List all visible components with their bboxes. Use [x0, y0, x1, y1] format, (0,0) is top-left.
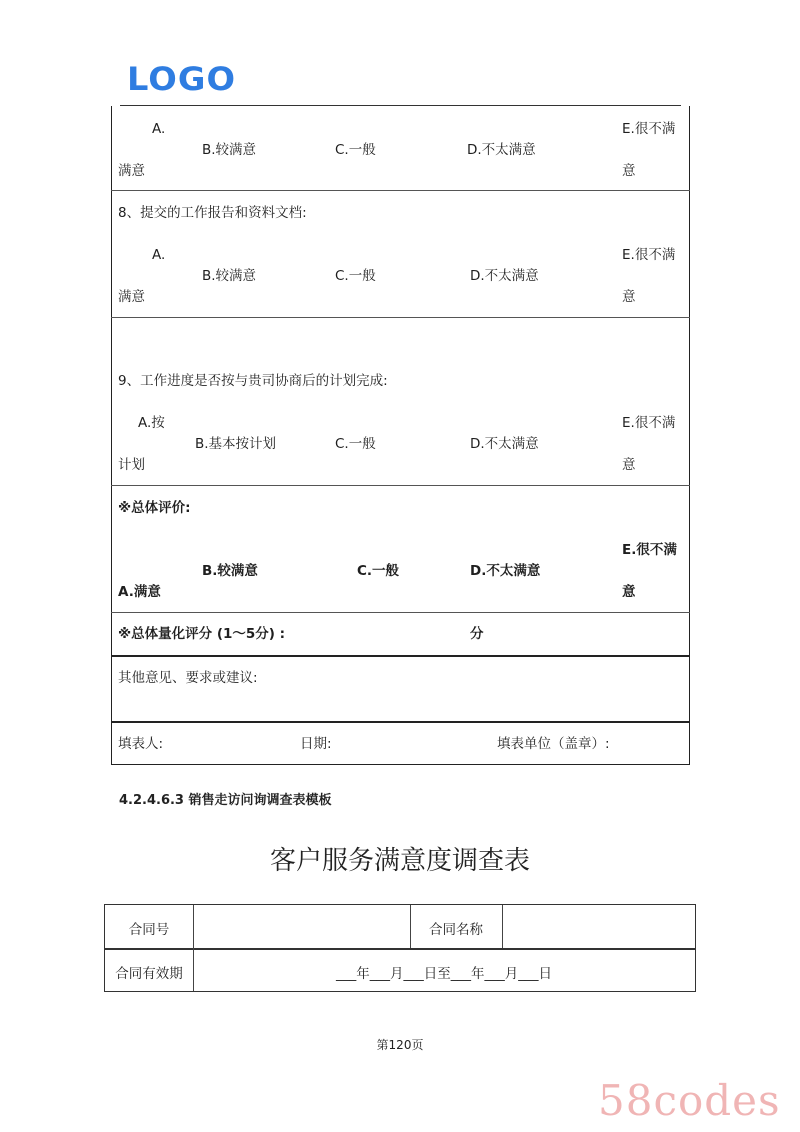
- company-logo: LOGO: [127, 60, 237, 98]
- watermark: 58codes: [598, 1076, 781, 1125]
- q8-option-b: B.较满意: [202, 268, 257, 284]
- q9-option-e-cont: 意: [622, 457, 636, 473]
- q7-option-d: D.不太满意: [467, 142, 536, 158]
- page-number: 第120页: [376, 1038, 424, 1052]
- section-heading: 4.2.4.6.3 销售走访问询调查表模板: [119, 793, 332, 808]
- q7-option-e: E.很不满: [622, 121, 676, 137]
- row-divider: [111, 721, 690, 723]
- contract-no-field[interactable]: [195, 907, 408, 947]
- q8-option-c: C.一般: [335, 268, 376, 284]
- form-title: 客户服务满意度调查表: [269, 846, 530, 876]
- q8-option-d: D.不太满意: [470, 268, 539, 284]
- q9-option-e: E.很不满: [622, 415, 676, 431]
- q7-option-b: B.较满意: [202, 142, 257, 158]
- q8-option-a-cont: 满意: [118, 289, 145, 305]
- q7-option-a-cont: 满意: [118, 163, 145, 179]
- score-unit: 分: [470, 626, 484, 642]
- column-divider: [502, 905, 503, 948]
- row-divider: [111, 190, 690, 191]
- contract-name-label: 合同名称: [429, 922, 483, 938]
- comments-label: 其他意见、要求或建议:: [118, 670, 258, 686]
- overall-option-e-cont: 意: [622, 584, 636, 600]
- row-divider: [111, 317, 690, 318]
- contract-no-label: 合同号: [128, 922, 170, 938]
- q9-question: 9、工作进度是否按与贵司协商后的计划完成:: [118, 373, 388, 389]
- q8-option-e-cont: 意: [622, 289, 636, 305]
- overall-option-a: A.满意: [118, 584, 161, 600]
- q7-option-a: A.: [152, 121, 166, 137]
- row-divider: [111, 612, 690, 613]
- overall-label: ※总体评价:: [118, 500, 191, 516]
- q8-option-e: E.很不满: [622, 247, 676, 263]
- overall-option-c: C.一般: [357, 563, 400, 579]
- q7-option-e-cont: 意: [622, 163, 636, 179]
- row-divider: [111, 655, 690, 657]
- q9-option-c: C.一般: [335, 436, 376, 452]
- overall-option-e: E.很不满: [622, 542, 677, 558]
- q8-question: 8、提交的工作报告和资料文档:: [118, 205, 307, 221]
- filler-label: 填表人:: [118, 736, 164, 752]
- unit-seal-label: 填表单位（盖章）:: [497, 736, 610, 752]
- overall-option-b: B.较满意: [202, 563, 258, 579]
- q7-option-c: C.一般: [335, 142, 376, 158]
- date-label: 日期:: [300, 736, 332, 752]
- q9-option-a-cont: 计划: [118, 457, 145, 473]
- q9-option-a: A.按: [138, 415, 165, 431]
- q9-option-d: D.不太满意: [470, 436, 539, 452]
- q8-option-a: A.: [152, 247, 166, 263]
- overall-option-d: D.不太满意: [470, 563, 541, 579]
- row-divider: [111, 485, 690, 486]
- contract-table: [104, 904, 696, 992]
- contract-name-field[interactable]: [504, 907, 692, 947]
- score-label: ※总体量化评分 (1～5分) :: [118, 626, 286, 642]
- validity-field[interactable]: ___年___月___日至___年___月___日: [336, 966, 552, 982]
- validity-label: 合同有效期: [115, 966, 183, 982]
- q9-option-b: B.基本按计划: [195, 436, 277, 452]
